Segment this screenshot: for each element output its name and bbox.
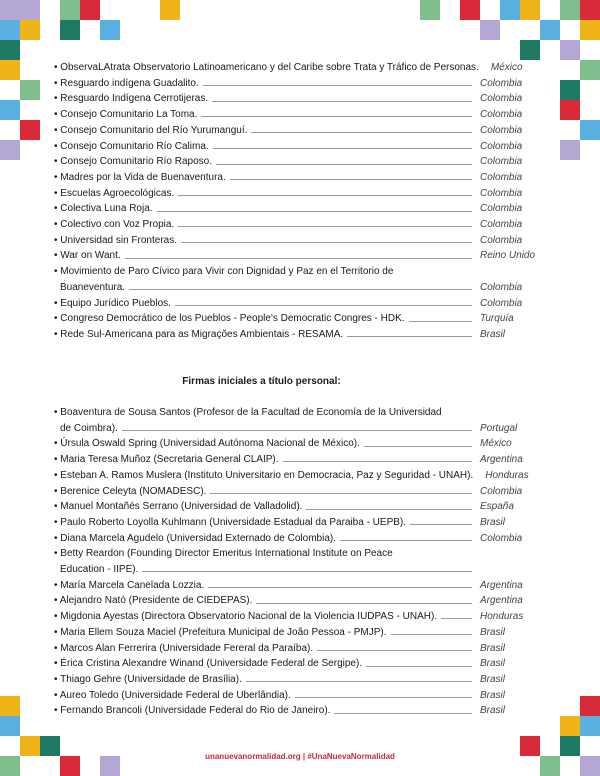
- entry-line: [54, 688, 528, 704]
- entry-text: • Úrsula Oswald Spring (Universidad Autónoma Nacional de México).: [54, 438, 360, 450]
- entry-line: [54, 233, 528, 249]
- entry-line: [54, 578, 528, 594]
- list-item: [54, 546, 528, 577]
- leader-line: [208, 587, 472, 588]
- decor-square: [580, 120, 600, 140]
- leader-line: [201, 116, 472, 117]
- entry-text: • Equipo Jurídico Pueblos.: [54, 297, 171, 309]
- leader-line: [246, 681, 472, 682]
- entry-country: Brasil: [480, 328, 506, 340]
- list-item: [54, 578, 528, 594]
- entry-text: • Maria Teresa Muñoz (Secretaria General CLAIP).: [54, 454, 279, 466]
- list-item: [54, 123, 528, 139]
- entry-text: • Betty Reardon (Founding Director Emeritus International Institute on Peace: [54, 548, 393, 560]
- entry-line: [54, 499, 528, 515]
- leader-line: [295, 697, 472, 698]
- entry-line: [54, 201, 528, 217]
- entry-text: • Madres por la Vida de Buenaventura.: [54, 171, 226, 183]
- list-item: [54, 76, 528, 92]
- entry-text: • Paulo Roberto Loyolla Kuhlmann (Universidade Estadual da Paraiba - UEPB).: [54, 516, 407, 528]
- entry-text: • Diana Marcela Agudelo (Universidad Externado de Colombia).: [54, 532, 336, 544]
- list-item: [54, 452, 528, 468]
- decor-square: [80, 0, 100, 20]
- decor-square: [20, 120, 40, 140]
- entry-country: Colombia: [480, 532, 523, 544]
- entry-country: Honduras: [485, 469, 529, 481]
- entry-line: [54, 91, 528, 107]
- decor-square: [560, 140, 580, 160]
- entry-line: [54, 76, 528, 92]
- list-item: [54, 154, 528, 170]
- decor-square: [560, 40, 580, 60]
- entry-text: • Esteban A. Ramos Muslera (Instituto Universitario en Democracia, Paz y Seguridad - UNAH).: [54, 469, 474, 481]
- entry-line: [54, 296, 528, 312]
- list-item: [54, 91, 528, 107]
- entry-text: • Thiago Gehre (Universidade de Brasília).: [54, 673, 242, 685]
- decor-square: [60, 0, 80, 20]
- decor-square: [580, 696, 600, 716]
- entry-country: Colombia: [480, 140, 523, 152]
- list-item: [54, 515, 528, 531]
- decor-square: [0, 20, 20, 40]
- decor-square: [0, 100, 20, 120]
- entry-text: • Resguardo Indígena Cerrotijeras.: [54, 93, 209, 105]
- entry-text: • Resguardo indígena Guadalito.: [54, 77, 199, 89]
- entry-line: [54, 170, 528, 186]
- entry-country: Reino Unido: [480, 250, 536, 262]
- decor-square: [580, 0, 600, 20]
- list-item: [54, 405, 528, 436]
- decor-square: [560, 716, 580, 736]
- entry-text: • Érica Cristina Alexandre Winand (Universidade Federal de Sergipe).: [54, 658, 363, 670]
- entry-country: Colombia: [480, 77, 523, 89]
- entry-country: Colombia: [480, 203, 523, 215]
- list-item: [54, 656, 528, 672]
- decor-square: [0, 40, 20, 60]
- entry-line: [54, 327, 528, 343]
- entry-line: [54, 248, 536, 264]
- personal-signatures-list: [54, 405, 528, 719]
- entry-text: • Rede Sul-Americana para as Migrações Ambientais - RESAMA.: [54, 328, 344, 340]
- leader-line: [142, 571, 472, 572]
- leader-line: [409, 321, 472, 322]
- leader-line: [340, 540, 472, 541]
- list-item: [54, 248, 536, 264]
- list-item: [54, 327, 528, 343]
- entry-text: de Coimbra).: [60, 422, 118, 434]
- list-item: [54, 60, 528, 76]
- entry-country: Brasil: [480, 689, 506, 701]
- entry-line: [54, 311, 528, 327]
- list-item: [54, 641, 528, 657]
- entry-country: Colombia: [480, 171, 523, 183]
- list-item: [54, 703, 528, 719]
- entry-line: [54, 562, 528, 578]
- entry-text: • Maria Ellem Souza Maciel (Prefeitura Municipal de João Pessoa - PMJP).: [54, 626, 387, 638]
- entry-text: Buaneventura.: [60, 281, 126, 293]
- leader-line: [122, 430, 472, 431]
- entry-text: • Consejo Comunitario Río Raposo.: [54, 156, 213, 168]
- decor-square: [540, 20, 560, 40]
- decor-square: [460, 0, 480, 20]
- entry-country: Honduras: [480, 611, 524, 623]
- entry-country: Colombia: [480, 219, 523, 231]
- list-item: [54, 311, 528, 327]
- entry-country: España: [480, 501, 514, 513]
- entry-line: [54, 186, 528, 202]
- entry-line: [54, 468, 528, 484]
- list-item: [54, 217, 528, 233]
- list-item: [54, 264, 528, 295]
- decor-square: [20, 20, 40, 40]
- leader-line: [210, 493, 472, 494]
- leader-line: [181, 242, 472, 243]
- entry-line: [54, 593, 528, 609]
- decor-square: [0, 0, 20, 20]
- decor-square: [0, 716, 20, 736]
- entry-country: Colombia: [480, 124, 523, 136]
- entry-country: Brasil: [480, 673, 506, 685]
- entry-text: Education - IIPE).: [60, 564, 139, 576]
- leader-line: [256, 603, 472, 604]
- leader-line: [216, 164, 472, 165]
- entry-line: [54, 154, 528, 170]
- leader-line: [213, 148, 472, 149]
- entry-line: [54, 641, 528, 657]
- decor-square: [0, 140, 20, 160]
- entry-text: • Congreso Democrático de los Pueblos - People's Democratic Congres - HDK.: [54, 313, 405, 325]
- leader-line: [317, 650, 472, 651]
- decor-square: [520, 40, 540, 60]
- entry-line: [54, 421, 528, 437]
- entry-text: • Colectiva Luna Roja.: [54, 203, 153, 215]
- entry-line: [54, 672, 528, 688]
- entry-text: • Marcos Alan Ferrerira (Universidade Fereral da Paraíba).: [54, 642, 314, 654]
- leader-line: [251, 132, 472, 133]
- list-item: [54, 296, 528, 312]
- leader-line: [178, 195, 472, 196]
- entry-text: • Aureo Toledo (Universidade Federal de Uberlândia).: [54, 689, 291, 701]
- leader-line: [391, 634, 472, 635]
- decor-square: [420, 0, 440, 20]
- entry-country: Colombia: [480, 297, 523, 309]
- list-item: [54, 484, 528, 500]
- leader-line: [157, 211, 472, 212]
- entry-text: • Consejo Comunitario Río Calima.: [54, 140, 209, 152]
- entry-line: [54, 452, 528, 468]
- leader-line: [364, 446, 472, 447]
- decor-square: [60, 20, 80, 40]
- leader-line: [212, 101, 472, 102]
- entry-text: • Migdonia Ayestas (Directora Observatorio Nacional de la Violencia IUDPAS - UNAH).: [54, 611, 438, 623]
- entry-country: Turquía: [480, 313, 514, 325]
- decor-square: [560, 100, 580, 120]
- entry-country: Argentina: [480, 595, 523, 607]
- list-item: [54, 468, 528, 484]
- organization-signatures-list: [54, 60, 536, 343]
- leader-line: [410, 524, 472, 525]
- leader-line: [203, 85, 472, 86]
- entry-text: • Universidad sin Fronteras.: [54, 234, 177, 246]
- list-item: [54, 233, 528, 249]
- entry-line: [54, 123, 528, 139]
- leader-line: [178, 226, 472, 227]
- decor-square: [560, 0, 580, 20]
- entry-line: [54, 139, 528, 155]
- list-item: [54, 436, 528, 452]
- list-item: [54, 107, 528, 123]
- entry-text: • Escuelas Agroecológicas.: [54, 187, 175, 199]
- entry-country: Portugal: [480, 422, 518, 434]
- entry-country: Argentina: [480, 579, 523, 591]
- decor-square: [580, 60, 600, 80]
- list-item: [54, 531, 528, 547]
- entry-country: Colombia: [480, 187, 523, 199]
- decor-square: [580, 20, 600, 40]
- decor-square: [0, 696, 20, 716]
- entry-text: • Consejo Comunitario del Río Yurumanguí.: [54, 124, 248, 136]
- leader-line: [306, 509, 472, 510]
- list-item: [54, 201, 528, 217]
- entry-text: • Boaventura de Sousa Santos (Profesor de la Facultad de Economía de la Universidad: [54, 407, 442, 418]
- list-item: [54, 170, 528, 186]
- decor-square: [0, 60, 20, 80]
- entry-country: México: [480, 438, 512, 450]
- entry-line: [54, 405, 528, 421]
- entry-country: Colombia: [480, 156, 523, 168]
- entry-text: • ObservaLAtrata Observatorio Latinoamericano y del Caribe sobre Trata y Tráfico de Personas.: [54, 62, 479, 73]
- entry-text: • María Marcela Canelada Lozzia.: [54, 579, 205, 591]
- decor-square: [480, 20, 500, 40]
- entry-text: • Alejandro Nató (Presidente de CIEDEPAS).: [54, 595, 253, 607]
- list-item: [54, 593, 528, 609]
- entry-line: [54, 436, 528, 452]
- leader-line: [129, 289, 472, 290]
- entry-line: [54, 609, 528, 625]
- footer-link[interactable]: unanuevanormalidad.org | #UnaNuevaNormalidad: [205, 752, 395, 761]
- decor-square: [580, 716, 600, 736]
- list-item: [54, 672, 528, 688]
- decor-square: [560, 80, 580, 100]
- leader-line: [230, 179, 472, 180]
- leader-line: [125, 258, 472, 259]
- entry-country: Brasil: [480, 626, 506, 638]
- entry-country: Colombia: [480, 234, 523, 246]
- entry-country: Brasil: [480, 705, 506, 717]
- list-item: [54, 186, 528, 202]
- entry-line: [54, 484, 528, 500]
- entry-country: Argentina: [480, 454, 523, 466]
- list-item: [54, 139, 528, 155]
- entry-line: [54, 280, 528, 296]
- entry-line: [54, 703, 528, 719]
- entry-line: [54, 656, 528, 672]
- list-item: [54, 625, 528, 641]
- decor-square: [100, 20, 120, 40]
- leader-line: [175, 305, 472, 306]
- entry-text: • Colectivo con Voz Propia.: [54, 219, 175, 231]
- entry-country: Brasil: [480, 516, 506, 528]
- list-item: [54, 688, 528, 704]
- entry-line: [54, 515, 528, 531]
- section-title: Firmas iniciales a título personal:: [182, 376, 341, 387]
- list-item: [54, 499, 528, 515]
- entry-country: Colombia: [480, 485, 523, 497]
- entry-line: [54, 217, 528, 233]
- entry-country: Colombia: [480, 281, 523, 293]
- entry-country: Colombia: [480, 93, 523, 105]
- leader-line: [283, 461, 472, 462]
- decor-square: [500, 0, 520, 20]
- leader-line: [334, 713, 472, 714]
- decor-square: [520, 0, 540, 20]
- entry-text: • Berenice Celeyta (NOMADESC).: [54, 485, 207, 497]
- list-item: [54, 609, 528, 625]
- decor-square: [20, 0, 40, 20]
- entry-text: • Manuel Montañés Serrano (Universidad de Valladolid).: [54, 501, 303, 513]
- entry-text: • War on Want.: [54, 250, 121, 262]
- entry-text: • Fernando Brancoli (Universidade Federal do Rio de Janeiro).: [54, 705, 331, 717]
- entry-country: Colombia: [480, 109, 523, 121]
- decor-square: [160, 0, 180, 20]
- entry-country: Brasil: [480, 642, 506, 654]
- entry-text: • Consejo Comunitario La Toma.: [54, 109, 198, 121]
- decor-square: [20, 80, 40, 100]
- leader-line: [347, 336, 472, 337]
- entry-line: [54, 107, 528, 123]
- entry-line: [54, 60, 528, 76]
- entry-country: Brasil: [480, 658, 506, 670]
- entry-country: México: [490, 62, 523, 73]
- leader-line: [441, 618, 472, 619]
- leader-line: [366, 666, 472, 667]
- entry-text: • Movimiento de Paro Cívico para Vivir con Dignidad y Paz en el Territorio de: [54, 266, 394, 278]
- entry-line: [54, 531, 528, 547]
- entry-line: [54, 625, 528, 641]
- entry-line: [54, 546, 528, 562]
- entry-line: [54, 264, 528, 280]
